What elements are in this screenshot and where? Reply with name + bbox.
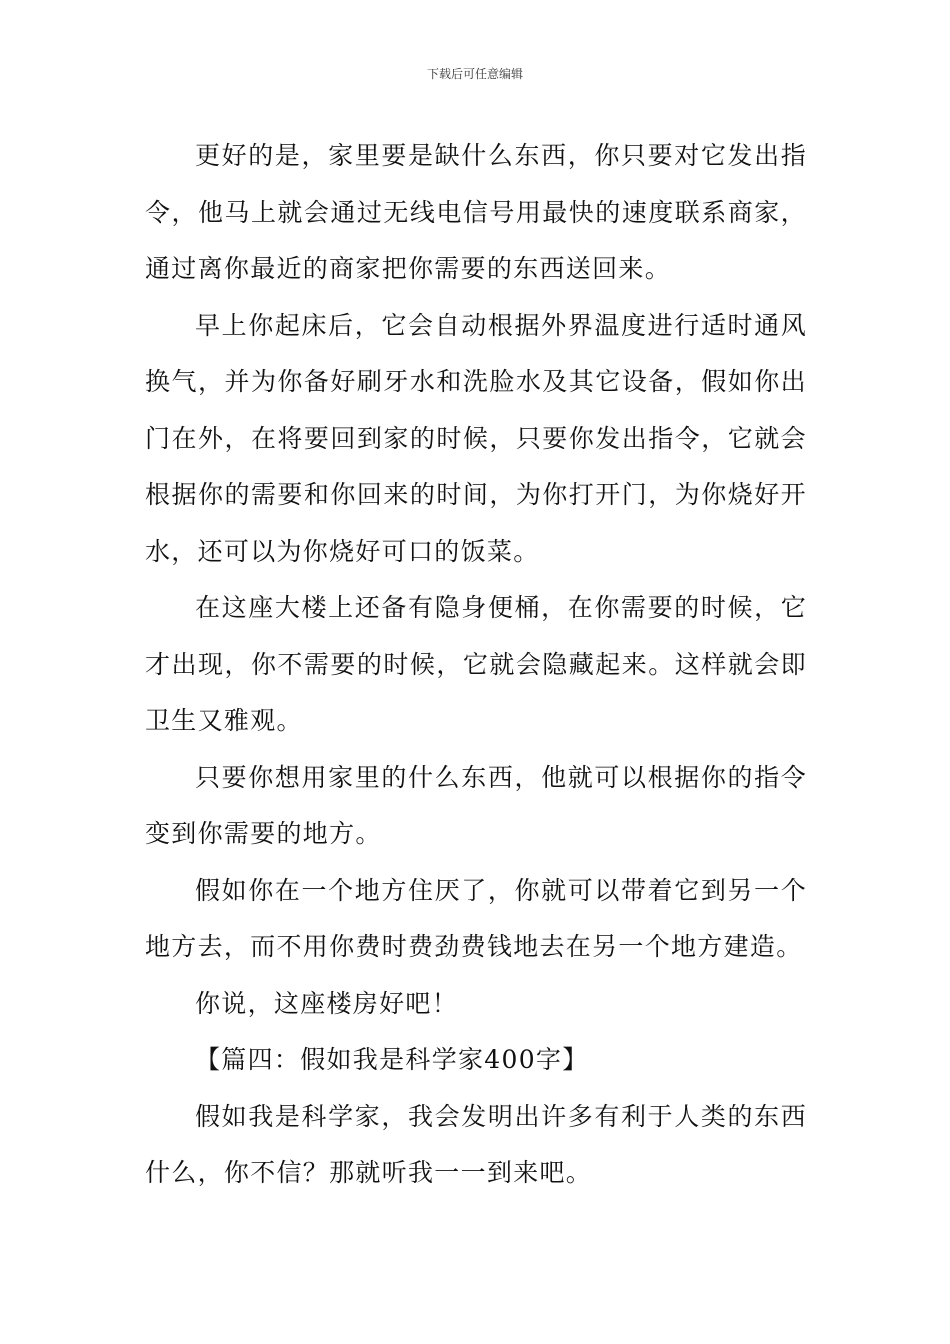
paragraph: 只要你想用家里的什么东西，他就可以根据你的指令变到你需要的地方。 <box>145 762 807 848</box>
paragraph: 你说，这座楼房好吧！ <box>195 988 459 1018</box>
document-body <box>145 128 807 1202</box>
page-header: 下载后可任意编辑 <box>426 67 523 81</box>
paragraph: 假如你在一个地方住厌了，你就可以带着它到另一个地方去，而不用你费时费劲费钱地去在另一个地方建造。 <box>145 875 807 961</box>
paragraph: 假如我是科学家，我会发明出许多有利于人类的东西什么，你不信？那就听我一一到来吧。 <box>145 1101 807 1187</box>
paragraph: 早上你起床后，它会自动根据外界温度进行适时通风换气，并为你备好刷牙水和洗脸水及其它设备，假如你出门在外，在将要回到家的时候，只要你发出指令，它就会根据你的需要和你回来的时间，为你打开门，为你烧好开水，还可以为你烧好可口的饭菜。 <box>145 310 807 566</box>
paragraph: 更好的是，家里要是缺什么东西，你只要对它发出指令，他马上就会通过无线电信号用最快的速度联系商家，通过离你最近的商家把你需要的东西送回来。 <box>145 141 807 283</box>
paragraph: 在这座大楼上还备有隐身便桶，在你需要的时候，它才出现，你不需要的时候，它就会隐藏起来。这样就会即卫生又雅观。 <box>145 593 807 735</box>
section-heading: 【篇四：假如我是科学家400字】 <box>195 1045 589 1074</box>
